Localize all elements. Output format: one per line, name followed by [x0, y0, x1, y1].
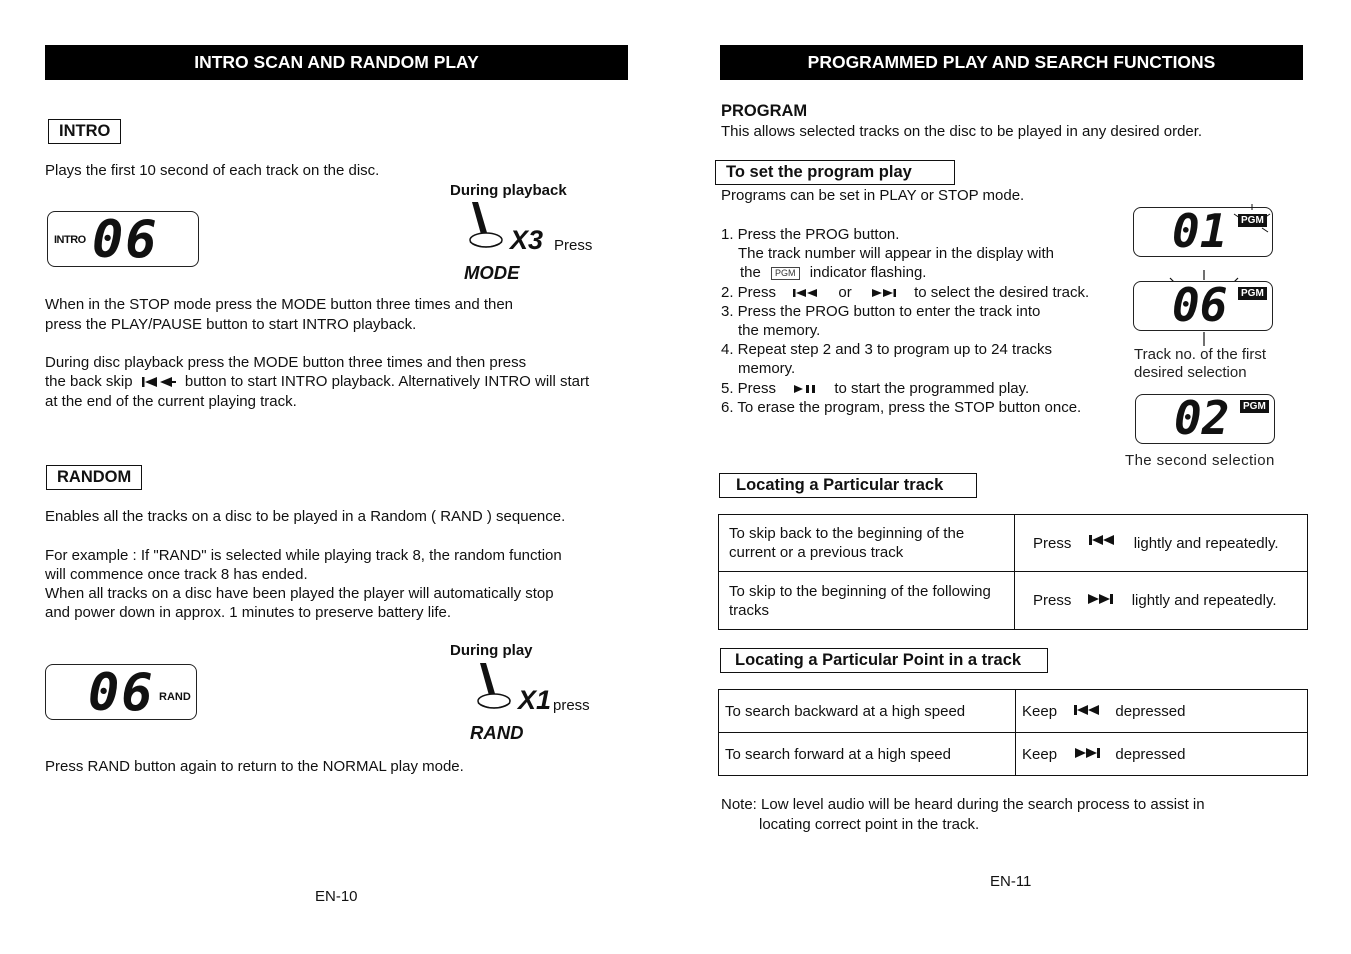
pgm-indicator: PGM — [1240, 400, 1269, 413]
table-row — [719, 572, 1308, 630]
step6: 6. To erase the program, press the STOP button once. — [721, 399, 1082, 416]
row-desc-line2: tracks — [729, 601, 770, 619]
random-footer: Press RAND button again to return to the NORMAL play mode. — [45, 758, 464, 775]
locate-point-table — [718, 689, 1308, 776]
skip-back-icon — [1088, 534, 1116, 546]
row-desc: To search backward at a high speed — [719, 690, 1016, 733]
intro-desc: Plays the first 10 second of each track on the disc. — [45, 162, 380, 179]
skip-forward-icon — [1086, 593, 1114, 605]
step1-line3a: the — [740, 264, 761, 281]
random-times: X1 — [518, 685, 552, 715]
intro-lcd-display — [47, 210, 199, 270]
step2 — [721, 283, 1089, 303]
row-press: Press — [1033, 534, 1072, 552]
intro-during-label: During playback — [450, 182, 567, 199]
step1-line1: 1. Press the PROG button. — [721, 226, 900, 243]
step1-line3b: indicator flashing. — [809, 264, 927, 281]
row-action-text: depressed — [1115, 745, 1186, 763]
step1-line2: The track number will appear in the display with — [738, 245, 1054, 262]
intro-p1-line2: press the PLAY/PAUSE button to start INTRO playback. — [45, 316, 417, 333]
row-action — [1016, 690, 1308, 733]
row-desc — [719, 515, 1015, 572]
table-row — [719, 690, 1308, 733]
step1-line3 — [740, 263, 926, 283]
intro-p2-line2 — [45, 372, 589, 392]
row-action — [1015, 572, 1308, 630]
step2c: to select the desired track. — [914, 284, 1090, 301]
intro-p2-line3: at the end of the current playing track. — [45, 393, 297, 410]
step4-line2: memory. — [738, 360, 796, 377]
right-header: PROGRAMMED PLAY AND SEARCH FUNCTIONS — [720, 45, 1303, 80]
program-title: PROGRAM — [721, 102, 808, 120]
program-lcd-third-digits: 02 — [1174, 391, 1230, 445]
step2b: or — [838, 284, 852, 301]
program-lcd-second-digits: 06 — [1172, 278, 1228, 332]
random-example-line2: will commence once track 8 has ended. — [45, 566, 308, 583]
pgm-indicator: PGM — [1238, 214, 1267, 227]
random-desc: Enables all the tracks on a disc to be played in a Random ( RAND ) sequence. — [45, 508, 566, 525]
program-mode-note: Programs can be set in PLAY or STOP mode. — [721, 187, 1025, 204]
program-lcd-second — [1133, 278, 1273, 332]
intro-lcd-digits: 06 — [92, 210, 159, 270]
step2a: 2. Press — [721, 284, 777, 301]
step4-line1: 4. Repeat step 2 and 3 to program up to 24 tracks — [721, 341, 1053, 358]
random-lcd-tag: RAND — [159, 691, 191, 703]
caption-first-line1: Track no. of the first — [1134, 346, 1266, 363]
caption-first-line2: desired selection — [1134, 364, 1247, 381]
note-line1: Note: Low level audio will be heard during the search process to assist in — [721, 796, 1205, 813]
left-page-number: EN-10 — [315, 888, 358, 905]
program-lcd-first — [1133, 204, 1273, 258]
random-during-label: During play — [450, 642, 533, 659]
row-press: Press — [1033, 592, 1072, 609]
skip-forward-icon — [1073, 747, 1101, 759]
program-lcd-third — [1135, 391, 1275, 445]
random-lcd-digits: 06 — [88, 663, 155, 723]
random-label: RANDOM — [46, 465, 142, 490]
row-action-text: lightly and repeatedly. — [1131, 592, 1277, 609]
locate-point-label: Locating a Particular Point in a track — [720, 648, 1048, 673]
pgm-indicator: PGM — [1238, 287, 1267, 300]
intro-label: INTRO — [48, 119, 121, 144]
row-action — [1015, 515, 1308, 572]
step5 — [721, 379, 1029, 399]
skip-back-icon — [1073, 704, 1101, 716]
random-example-line4: and power down in approx. 1 minutes to preserve battery life. — [45, 604, 452, 621]
press-button-icon — [466, 200, 508, 250]
set-program-label: To set the program play — [715, 160, 955, 185]
random-lcd-display — [45, 663, 197, 723]
row-keep: Keep — [1022, 702, 1058, 720]
row-action — [1016, 733, 1308, 776]
program-desc: This allows selected tracks on the disc to be played in any desired order. — [721, 123, 1203, 140]
skip-back-icon — [141, 376, 177, 388]
locate-track-label: Locating a Particular track — [719, 473, 977, 498]
intro-lcd-tag: INTRO — [54, 234, 86, 246]
random-example-line1: For example : If "RAND" is selected while playing track 8, the random function — [45, 547, 562, 564]
row-keep: Keep — [1022, 745, 1058, 763]
row-desc-line1: To skip back to the beginning of the — [729, 525, 965, 542]
mode-button-label: MODE — [464, 262, 520, 283]
table-row — [719, 733, 1308, 776]
intro-press: Press — [554, 237, 593, 254]
intro-p2-line1: During disc playback press the MODE button three times and then press — [45, 354, 527, 371]
note-line2: locating correct point in the track. — [759, 816, 980, 833]
step5a: 5. Press — [721, 380, 777, 397]
row-desc: To search forward at a high speed — [719, 733, 1016, 776]
locate-track-table — [718, 514, 1308, 630]
skip-back-icon — [792, 288, 820, 298]
row-desc-line2: current or a previous track — [729, 544, 904, 561]
random-press: press — [553, 697, 590, 714]
skip-forward-icon — [870, 288, 898, 298]
intro-p1-line1: When in the STOP mode press the MODE button three times and then — [45, 296, 514, 313]
intro-p2-line2b: button to start INTRO playback. Alternatively INTRO will start — [184, 373, 590, 390]
row-desc-line1: To skip to the beginning of the following — [729, 582, 991, 600]
right-page-number: EN-11 — [990, 873, 1032, 890]
row-action-text: depressed — [1115, 702, 1186, 720]
press-button-icon — [474, 661, 516, 711]
pgm-indicator-icon: PGM — [771, 267, 800, 280]
program-lcd-first-digits: 01 — [1172, 204, 1228, 258]
rand-button-label: RAND — [470, 722, 524, 743]
row-action-text: lightly and repeatedly. — [1133, 534, 1279, 552]
intro-times: X3 — [510, 225, 544, 255]
row-desc — [719, 572, 1015, 630]
intro-p2-line2a: the back skip — [45, 373, 133, 390]
table-row — [719, 515, 1308, 572]
random-example-line3: When all tracks on a disc have been played the player will automatically stop — [45, 585, 554, 602]
caption-second: The second selection — [1125, 452, 1275, 469]
step3-line2: the memory. — [738, 322, 821, 339]
play-pause-icon — [792, 384, 818, 394]
flash-rays-icon — [1230, 204, 1274, 234]
left-header: INTRO SCAN AND RANDOM PLAY — [45, 45, 628, 80]
step5b: to start the programmed play. — [834, 380, 1030, 397]
step3-line1: 3. Press the PROG button to enter the track into — [721, 303, 1041, 320]
